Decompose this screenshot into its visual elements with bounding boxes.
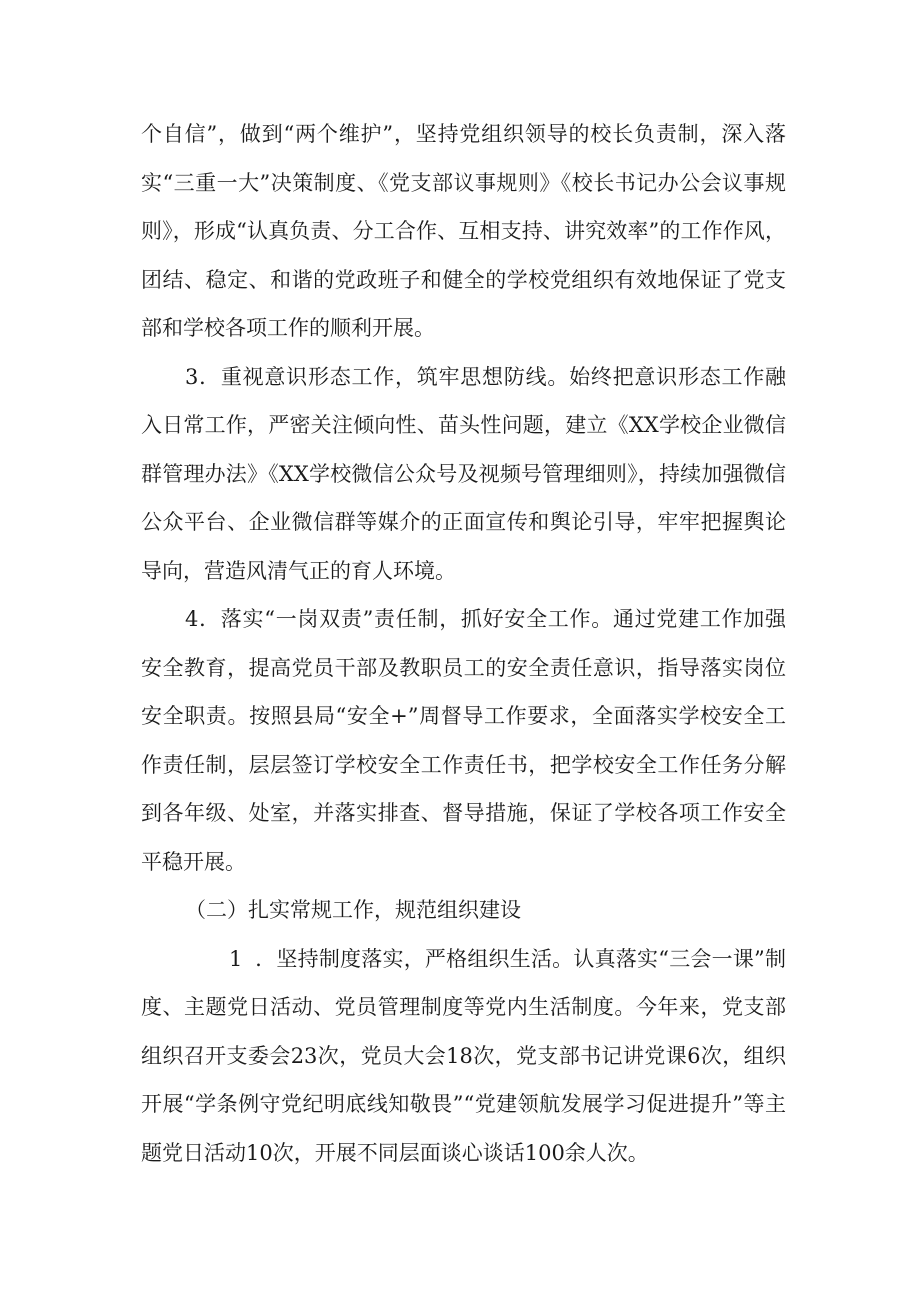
paragraph-continuation: 个自信”，做到“两个维护”，坚持党组织领导的校长负责制，深入落实“三重一大”决策制度、《党支部议事规则》《校长书记办公会议事规则》，形成“认真负责、分工合作、互相支持、讲究效率”的工作作风，团结、稳定、和谐的党政班子和健全的学校党组织有效地保证了党支部和学校各项工作的顺利开展。	[141, 122, 786, 340]
paragraph-organization-life-text: ．坚持制度落实，严格组织生活。认真落实“三会一课”制度、主题党日活动、党员管理制度等党内生活制度。今年来，党支部组织召开支委会23次，党员大会18次，党支部书记讲党课6次，组织开展“学条例守党纪明底线知敬畏”“党建领航发展学习促进提升”等主题党日活动10次，开展不同层面谈心谈话100余人次。	[141, 946, 786, 1165]
paragraph-ideology-work: 3．重视意识形态工作，筑牢思想防线。始终把意识形态工作融入日常工作，严密关注倾向性、苗头性问题，建立《XX学校企业微信群管理办法》《XX学校微信公众号及视频号管理细则》，持续加强微信公众平台、企业微信群等媒介的正面宣传和舆论引导，牢牢把握舆论导向，营造风清气正的育人环境。	[141, 364, 786, 583]
document-body	[141, 110, 786, 1177]
paragraph-number: 1	[229, 946, 243, 971]
paragraph-organization-life	[141, 935, 786, 1178]
section-heading-routine-work: （二）扎实常规工作，规范组织建设	[185, 898, 521, 922]
paragraph-safety-work: 4．落实“一岗双责”责任制，抓好安全工作。通过党建工作加强安全教育，提高党员干部及教职员工的安全责任意识，指导落实岗位安全职责。按照县局“安全+”周督导工作要求，全面落实学校安全工作责任制，层层签订学校安全工作责任书，把学校安全工作任务分解到各年级、处室，并落实排查、督导措施，保证了学校各项工作安全平稳开展。	[141, 607, 786, 874]
